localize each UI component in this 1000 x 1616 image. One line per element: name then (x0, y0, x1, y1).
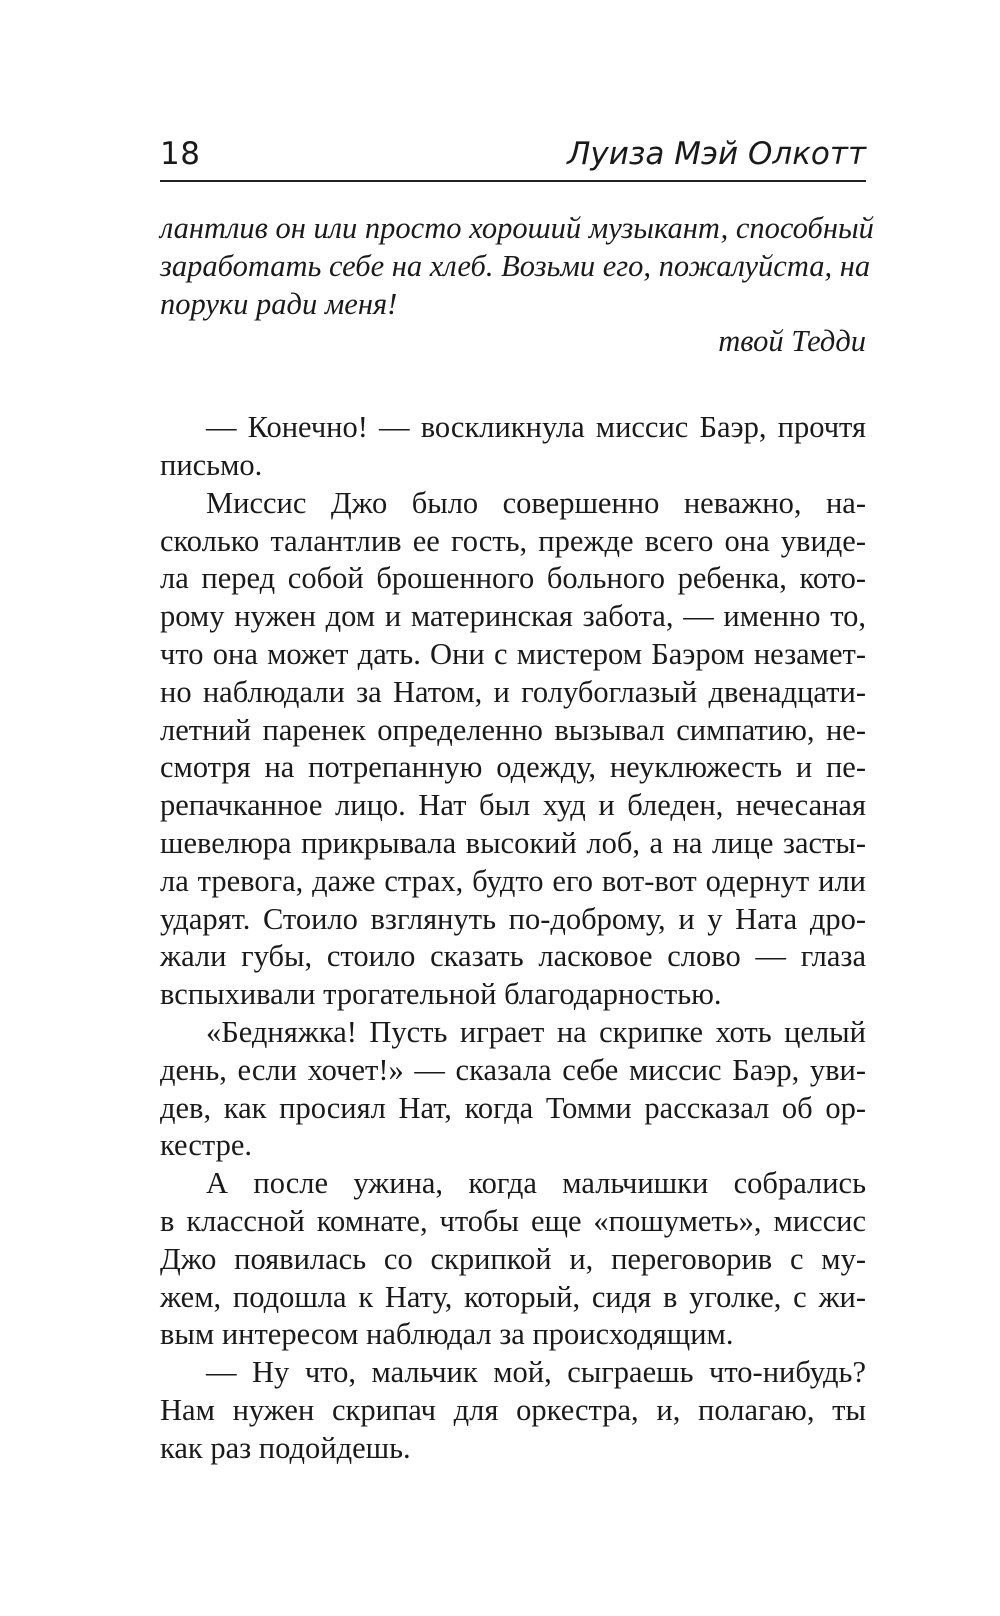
paragraph (160, 1354, 866, 1467)
paragraph-line: вспыхивали трогательной благодарностью. (160, 977, 722, 1012)
paragraph (160, 1014, 866, 1165)
letter-line: поруки ради меня! (160, 286, 398, 321)
letter-signature: твой Тедди (718, 324, 866, 359)
paragraph-line: — Ну что, мальчик мой, сыграешь что-нибудь? (206, 1355, 866, 1390)
paragraph-line: Миссис Джо было совершенно неважно, на- (206, 485, 866, 520)
paragraph-line: ударят. Стоило взглянуть по-доброму, и у Ната дро- (160, 901, 866, 936)
paragraph-line: — Конечно! — воскликнула миссис Баэр, прочтя (206, 410, 866, 445)
letter-excerpt (160, 210, 874, 361)
paragraph-line: ла тревога, даже страх, будто его вот-вот одернут или (160, 863, 866, 898)
paragraph-line: сколько талантлив ее гость, прежде всего она увиде- (160, 523, 866, 558)
paragraph-line: Нам нужен скрипач для оркестра, и, полагаю, ты (160, 1392, 866, 1427)
paragraph-line: шевелюра прикрывала высокий лоб, а на лице засты- (160, 825, 866, 860)
paragraph-line: как раз подойдешь. (160, 1430, 411, 1465)
paragraph-line: день, если хочет!» — сказала себе миссис Баэр, уви- (160, 1052, 866, 1087)
letter-line: заработать себе на хлеб. Возьми его, пожалуйста, на (160, 248, 871, 283)
running-title: Луиза Мэй Олкотт (567, 136, 866, 172)
paragraph-line: в классной комнате, чтобы еще «пошуметь», миссис (160, 1203, 866, 1238)
paragraph-line: смотря на потрепанную одежду, неуклюжесть и пе- (160, 750, 866, 785)
book-page (160, 130, 874, 1468)
paragraph-line: письмо. (160, 447, 263, 482)
paragraph-line: что она может дать. Они с мистером Баэром незамет- (160, 636, 866, 671)
paragraph-line: репачканное лицо. Нат был худ и бледен, нечесаная (160, 788, 866, 823)
paragraph-line: рому нужен дом и материнская забота, — именно то, (160, 599, 866, 634)
paragraph-line: Джо появилась со скрипкой и, переговорив с му- (160, 1241, 866, 1276)
paragraph (160, 485, 866, 1014)
paragraph (160, 409, 866, 485)
paragraph-line: «Бедняжка! Пусть играет на скрипке хоть целый (206, 1014, 866, 1049)
paragraph-line: дев, как просиял Нат, когда Томми рассказал об ор- (160, 1090, 866, 1125)
letter-line: лантлив он или просто хороший музыкант, способный (160, 211, 874, 245)
paragraph-line: кестре. (160, 1128, 253, 1163)
paragraph-line: но наблюдали за Натом, и голубоглазый двенадцати- (160, 674, 866, 709)
paragraph-line: А после ужина, когда мальчишки собрались (206, 1166, 866, 1201)
paragraph-line: вым интересом наблюдал за происходящим. (160, 1317, 734, 1352)
paragraph-line: жали губы, стоило сказать ласковое слово — глаза (160, 939, 866, 974)
body-text (160, 409, 866, 1467)
page-number: 18 (160, 136, 201, 172)
paragraph-line: ла перед собой брошенного больного ребенка, кото- (160, 561, 866, 596)
paragraph (160, 1165, 866, 1354)
running-head (160, 130, 866, 182)
paragraph-line: жем, подошла к Нату, который, сидя в уголке, с жи- (160, 1279, 866, 1314)
paragraph-line: летний паренек определенно вызывал симпатию, не- (160, 712, 866, 747)
